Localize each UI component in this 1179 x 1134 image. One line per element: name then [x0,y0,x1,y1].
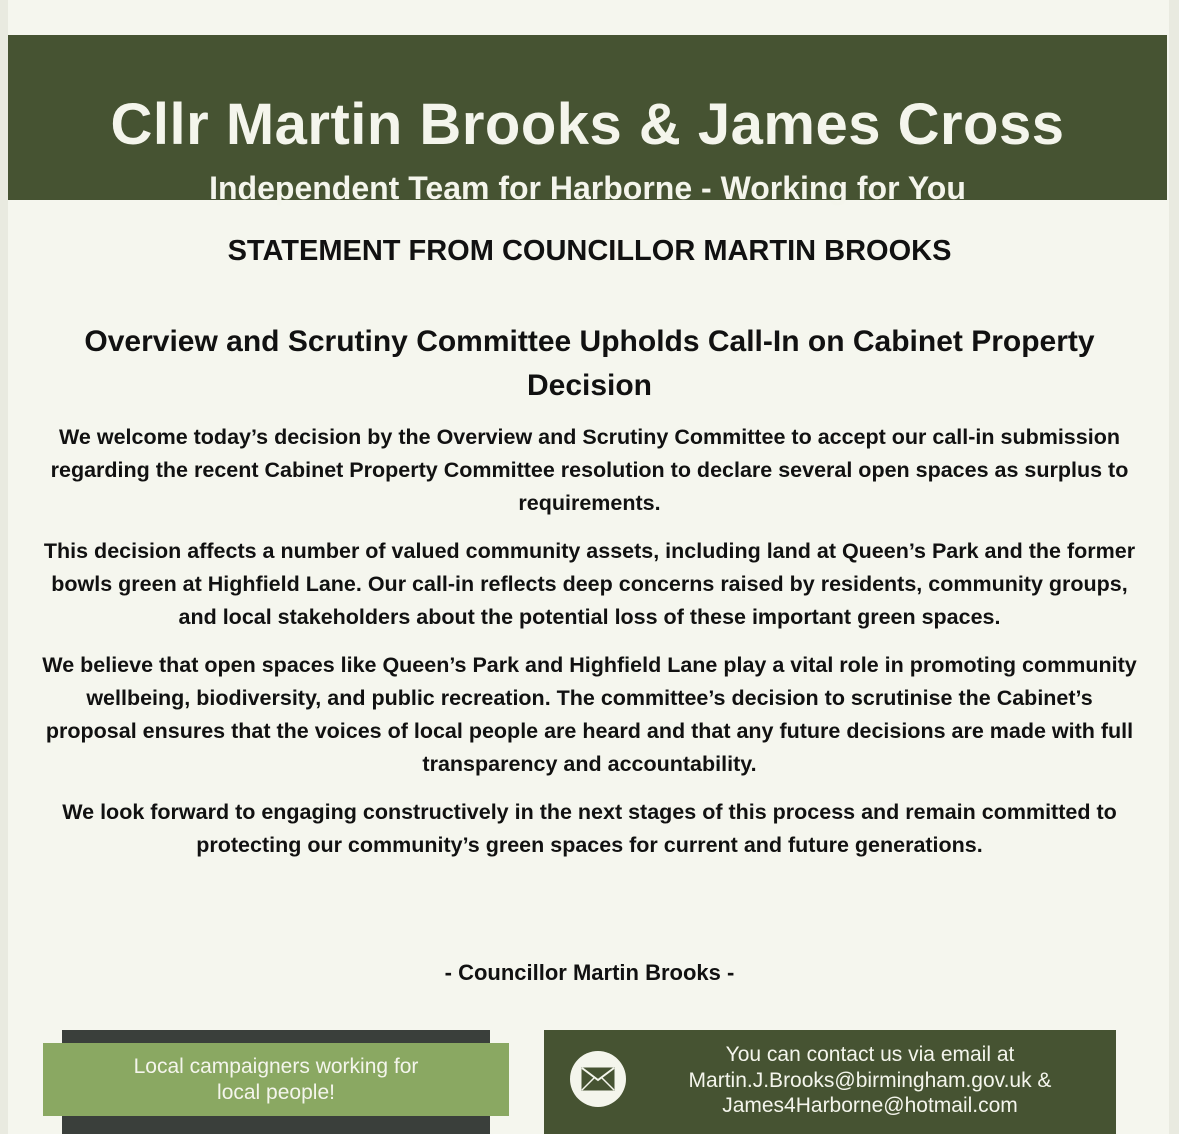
email-martin-link[interactable]: Martin.J.Brooks@birmingham.gov.uk & [688,1068,1052,1092]
contact-line-1: You can contact us via email at [725,1043,1015,1066]
paragraph-2: This decision affects a number of valued community assets, including land at Queen’s Park and the former bowls green at Highfield Lane. Our call-in reflects deep concerns raised by residents, community groups, and local stakeholders about the potential loss of these important green spaces. [43,539,1136,629]
statement-body [38,421,1141,877]
campaign-text-line-1: Local campaigners working for [133,1054,419,1078]
paragraph-1: We welcome today’s decision by the Overview and Scrutiny Committee to accept our call-in submission regarding the recent Cabinet Property Committee resolution to declare several open spaces as surplus to requirements. [50,425,1129,515]
headline: Overview and Scrutiny Committee Upholds Call-In on Cabinet Property Decision [84,325,1095,402]
mail-icon [570,1051,626,1107]
paragraph-3: We believe that open spaces like Queen’s Park and Highfield Lane play a vital role in promoting community wellbeing, biodiversity, and public recreation. The committee’s decision to scrutinise the Cabinet’s proposal ensures that the voices of local people are heard and that any future decisions are made with full transparency and accountability. [42,653,1137,776]
header-title: Cllr Martin Brooks & James Cross [110,92,1065,157]
paragraph-4: We look forward to engaging constructively in the next stages of this process and remain committed to protecting our community’s green spaces for current and future generations. [62,800,1117,857]
campaign-box [43,1043,509,1116]
header-banner [8,35,1167,206]
signature: - Councillor Martin Brooks - [444,960,735,985]
contact-text [640,1042,1100,1119]
header-subtitle: Independent Team for Harborne - Working for You [209,170,966,206]
contact-box [544,1030,1116,1134]
email-james-link[interactable]: James4Harborne@hotmail.com [722,1094,1018,1117]
campaign-text-line-2: local people! [217,1080,335,1104]
statement-heading: STATEMENT FROM COUNCILLOR MARTIN BROOKS [227,235,952,267]
